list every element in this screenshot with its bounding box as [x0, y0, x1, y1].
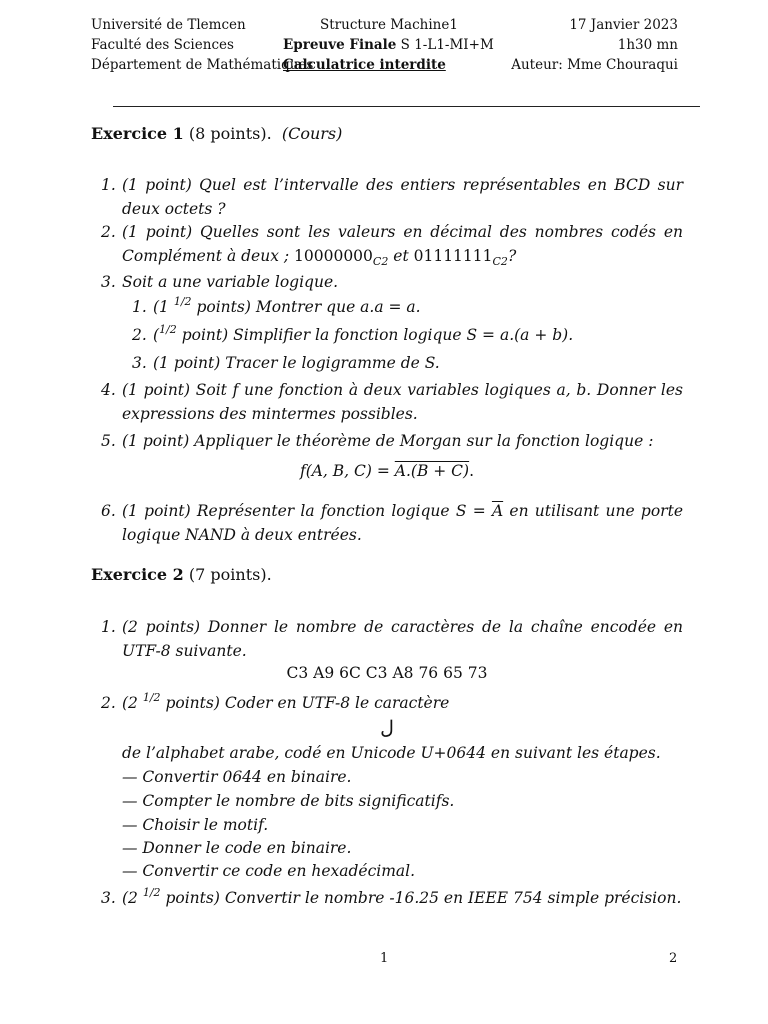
step-item: — Donner le code en binaire.: [122, 839, 352, 857]
sub-item: 1. (1 $^{1/2}$ points) Montrer que a.a = a.: [132, 295, 421, 316]
list-item: 1. (1 point) Quel est l’intervalle des entiers représentables en BCD sur deux octets ?: [101, 176, 683, 218]
morgan-formula: f(A, B, C) = A.(B + C).: [299, 462, 475, 480]
step-item: — Convertir 0644 en binaire.: [122, 768, 352, 786]
page-number: 1: [380, 951, 389, 966]
step-item: — Convertir ce code en hexadécimal.: [122, 862, 416, 880]
list-item: 5. (1 point) Appliquer le théorème de Morgan sur la fonction logique :: [101, 432, 654, 450]
exercise-1-list: [91, 174, 683, 547]
page-total: 2: [669, 951, 678, 966]
arabic-character: ل: [380, 717, 394, 739]
exam-duration: 1h30 mn: [617, 37, 678, 53]
exam-date: 17 Janvier 2023: [569, 17, 678, 33]
list-item: 3. (2 $^{1/2}$ points) Convertir le nombre -16.25 en IEEE 754 simple précision.: [101, 886, 682, 907]
step-item: — Compter le nombre de bits significatifs.: [122, 792, 455, 810]
header-divider: [113, 106, 700, 107]
list-item: 2. (2 $^{1/2}$ points) Coder en UTF-8 le caractère: [101, 691, 450, 712]
exam-author: Auteur: Mme Chouraqui: [511, 57, 678, 73]
list-item: 1. (2 points) Donner le nombre de caractères de la chaîne encodée en UTF-8 suivante.: [101, 618, 683, 660]
list-item: 3. Soit a une variable logique.: [101, 273, 339, 291]
step-item: — Choisir le motif.: [122, 816, 269, 834]
header-center: [283, 15, 495, 75]
header-right: [500, 15, 678, 75]
university-name: Université de Tlemcen: [91, 17, 246, 33]
utf8-hex-string: C3 A9 6C C3 A8 76 65 73: [286, 664, 488, 682]
sub-item: 2. ($^{1/2}$ point) Simplifier la fonction logique S = a.(a + b).: [132, 323, 574, 344]
list-item-continuation: de l’alphabet arabe, codé en Unicode U+0644 en suivant les étapes.: [122, 744, 661, 762]
exercise-1-title: Exercice 1 (8 points). (Cours): [91, 124, 343, 143]
exercise-2-list: [91, 616, 683, 911]
exam-type: Epreuve Finale S 1-L1-MI+M: [283, 37, 494, 53]
calculator-note: Calculatrice interdite: [283, 57, 446, 73]
list-item: 4. (1 point) Soit f une fonction à deux variables logiques a, b. Donner les expressions des mintermes possibles.: [101, 381, 683, 423]
course-name: Structure Machine1: [320, 17, 458, 33]
exercise-2-title: Exercice 2 (7 points).: [91, 565, 272, 584]
department-name: Département de Mathématiques: [91, 57, 314, 73]
header-left: [91, 15, 313, 75]
list-item: 6. (1 point) Représenter la fonction logique $S = \overline{A}$ en utilisant une porte logique NAND à deux entrées.: [101, 502, 683, 544]
faculty-name: Faculté des Sciences: [91, 37, 234, 53]
list-item: 2. (1 point) Quelles sont les valeurs en décimal des nombres codés en Complément à deux ; $10000000_{C2}$ et $01111111_{C2}$?: [101, 223, 683, 268]
sub-item: 3. (1 point) Tracer le logigramme de S.: [132, 354, 440, 372]
